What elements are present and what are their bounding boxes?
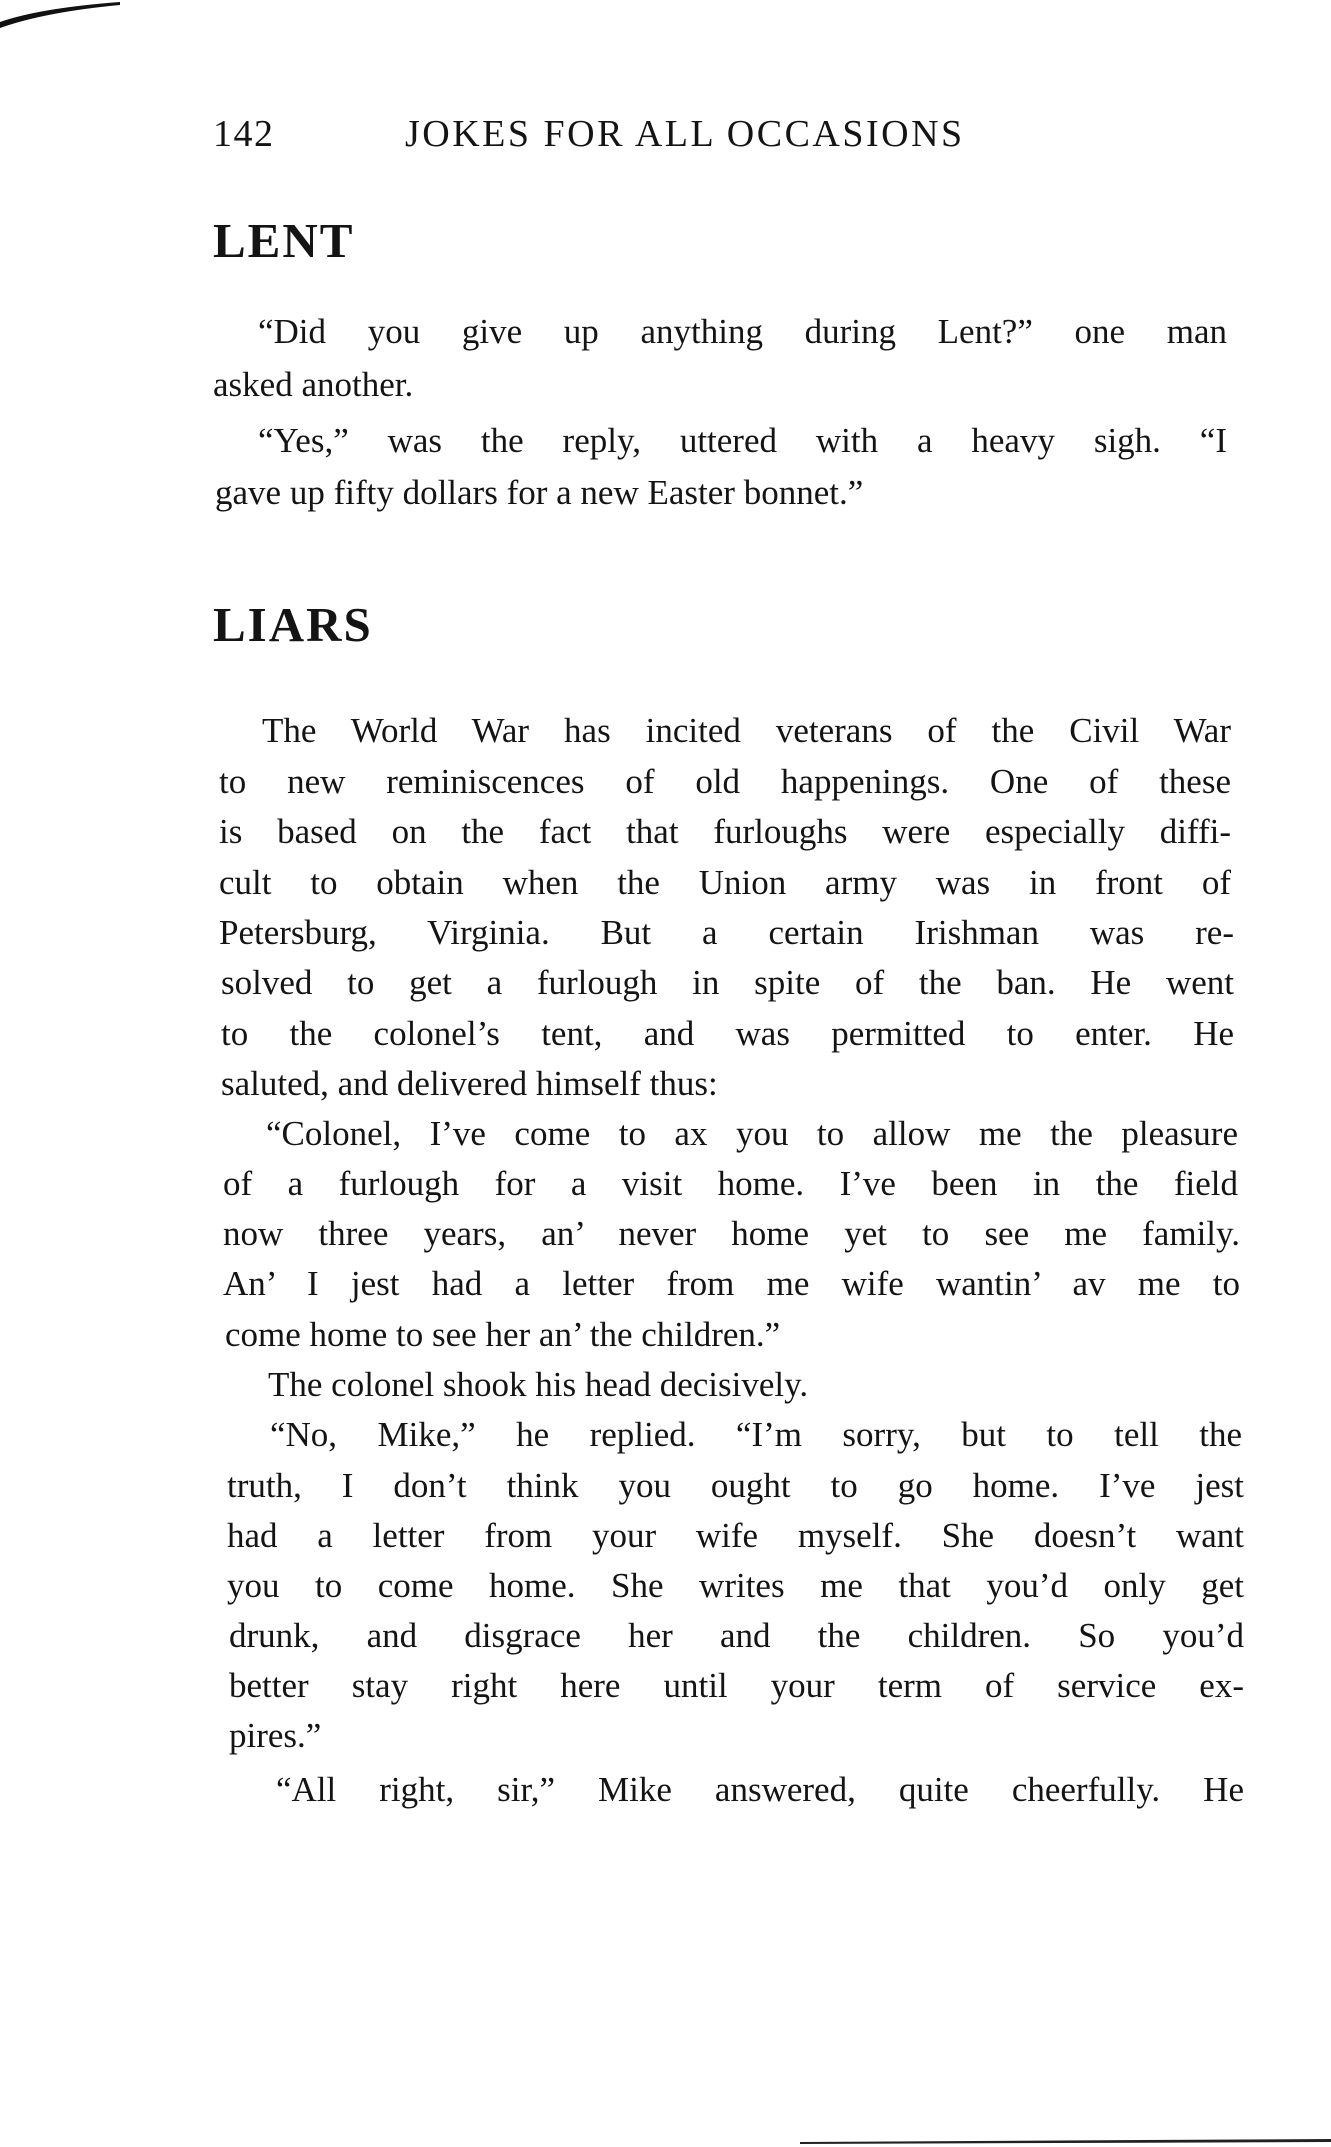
running-head	[213, 112, 1113, 162]
paragraph-line: come home to see her an’ the children.”	[225, 1315, 781, 1354]
paragraph-line: of a furlough for a visit home. I’ve been in the field	[223, 1164, 1238, 1203]
section-heading-liars: LIARS	[213, 597, 373, 652]
paragraph-line: “Colonel, I’ve come to ax you to allow me the pleasure	[266, 1114, 1238, 1153]
paragraph-line: better stay right here until your term of service ex-	[229, 1666, 1244, 1705]
paragraph-line: Petersburg, Virginia. But a certain Irishman was re-	[219, 913, 1234, 952]
paragraph-line: had a letter from your wife myself. She doesn’t want	[227, 1516, 1244, 1555]
running-title: JOKES FOR ALL OCCASIONS	[405, 113, 965, 155]
paragraph-line: asked another.	[213, 365, 414, 404]
paragraph-line: “Did you give up anything during Lent?” one man	[258, 312, 1227, 351]
paragraph-line: to the colonel’s tent, and was permitted to enter. He	[221, 1014, 1234, 1053]
paragraph-line: truth, I don’t think you ought to go home. I’ve jest	[227, 1466, 1244, 1505]
paragraph-line: An’ I jest had a letter from me wife wantin’ av me to	[223, 1264, 1240, 1303]
paragraph-line: pires.”	[229, 1716, 322, 1755]
paragraph-line: The colonel shook his head decisively.	[268, 1365, 809, 1404]
paragraph-line: drunk, and disgrace her and the children. So you’d	[229, 1616, 1244, 1655]
paragraph-line: “No, Mike,” he replied. “I’m sorry, but to tell the	[270, 1415, 1242, 1454]
paragraph-line: The World War has incited veterans of the Civil War	[262, 711, 1231, 750]
page-number: 142	[213, 113, 275, 155]
paragraph-line: to new reminiscences of old happenings. One of these	[219, 762, 1231, 801]
paragraph-line: now three years, an’ never home yet to see me family.	[223, 1214, 1240, 1253]
paragraph-line: is based on the fact that furloughs were especially diffi-	[219, 812, 1231, 851]
section-heading-lent: LENT	[213, 213, 355, 268]
paragraph-line: you to come home. She writes me that you’d only get	[227, 1566, 1244, 1605]
paragraph-line: cult to obtain when the Union army was in front of	[219, 863, 1231, 902]
paragraph-line: solved to get a furlough in spite of the ban. He went	[221, 963, 1234, 1002]
scan-edge-mark-bottom	[800, 2128, 1331, 2147]
scan-edge-mark-top	[0, 0, 120, 30]
paragraph-line: gave up fifty dollars for a new Easter bonnet.”	[215, 473, 864, 512]
paragraph-line: “All right, sir,” Mike answered, quite cheerfully. He	[276, 1770, 1244, 1809]
paragraph-line: “Yes,” was the reply, uttered with a heavy sigh. “I	[258, 421, 1227, 460]
paragraph-line: saluted, and delivered himself thus:	[221, 1064, 718, 1103]
